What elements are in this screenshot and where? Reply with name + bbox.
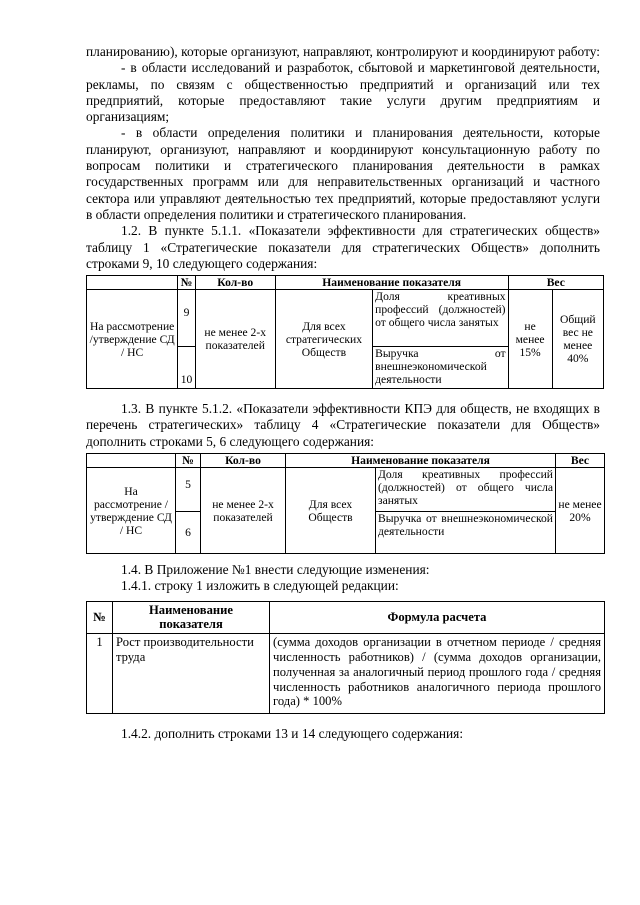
cell-count: не менее 2-х показателей xyxy=(201,468,286,554)
cell-total-weight: Общий вес не менее 40% xyxy=(552,290,603,389)
header-formula: Формула расчета xyxy=(270,601,605,634)
header-indicator-name: Наименование показателя xyxy=(113,601,270,634)
header-number: № xyxy=(176,454,201,468)
table-header-row xyxy=(87,454,605,468)
cell-indicator-name: Доля креативных профессий (должностей) от общего числа занятых xyxy=(373,290,508,347)
table-row xyxy=(87,634,605,714)
cell-stage: На рассмотрение /утверждение СД / НС xyxy=(87,468,176,554)
table-row xyxy=(87,290,604,347)
cell-row-number: 5 xyxy=(176,468,201,512)
header-count: Кол-во xyxy=(195,276,275,290)
paragraph-item-1-4: 1.4. В Приложение №1 внести следующие изменения: xyxy=(121,562,430,578)
header-number: № xyxy=(87,601,113,634)
table-header-row xyxy=(87,276,604,290)
document-page xyxy=(86,44,600,743)
cell-scope: Для всех стратегических Обществ xyxy=(275,290,372,389)
cell-row-number: 1 xyxy=(87,634,113,714)
table-strategic-indicators xyxy=(86,275,604,389)
header-count: Кол-во xyxy=(201,454,286,468)
cell-count: не менее 2-х показателей xyxy=(195,290,275,389)
paragraph-continuation: планированию), которые организуют, направляют, контролируют и координируют работу: xyxy=(86,44,600,59)
table-formula xyxy=(86,601,605,715)
paragraph-policy-area: - в области определения политики и планирования деятельности, которые планируют, организуют, направляют и координируют консультационную работу по вопросам политики и стратегического планирования деятельности в рамках государственных программ или для неправительственных организаций и частного сектора или управляют деятельностью тех предприятий, которые предоставляют услуги в области определения политики и стратегического планирования. xyxy=(86,125,600,222)
cell-indicator-name: Выручка от внешнеэкономической деятельности xyxy=(376,512,556,554)
paragraph-item-1-3: 1.3. В пункте 5.1.2. «Показатели эффективности КПЭ для обществ, не входящих в перечень стратегических» таблицу 4 «Стратегические показатели для Обществ» дополнить строками 5, 6 следующего содержания: xyxy=(86,401,600,449)
header-number: № xyxy=(178,276,195,290)
cell-row-number: 10 xyxy=(178,347,195,389)
cell-indicator-name: Рост производительности труда xyxy=(113,634,270,714)
cell-row-number: 9 xyxy=(178,290,195,347)
cell-indicator-name: Выручка от внешнеэкономической деятельности xyxy=(373,347,508,389)
header-weight: Вес xyxy=(556,454,605,468)
table-row xyxy=(87,468,605,512)
cell-indicator-name: Доля креативных профессий (должностей) от общего числа занятых xyxy=(376,468,556,512)
table-company-indicators xyxy=(86,453,605,554)
cell-row-number: 6 xyxy=(176,512,201,554)
header-empty xyxy=(87,454,176,468)
header-indicator-name: Наименование показателя xyxy=(275,276,508,290)
paragraph-item-1-2: 1.2. В пункте 5.1.1. «Показатели эффективности для стратегических обществ» таблицу 1 «Стратегические показатели для стратегических Обществ» дополнить строками 9, 10 следующего содержания: xyxy=(86,223,600,271)
paragraph-item-1-4-1: 1.4.1. строку 1 изложить в следующей редакции: xyxy=(121,578,399,594)
paragraph-research-area: - в области исследований и разработок, сбытовой и маркетинговой деятельности, рекламы, по связям с общественностью предприятий и организаций или тех предприятий, которые предоставляют такие услуги другим предприятиям и организациям; xyxy=(86,60,600,125)
paragraph-item-1-4-2: 1.4.2. дополнить строками 13 и 14 следующего содержания: xyxy=(121,726,464,742)
cell-stage: На рассмотрение /утверждение СД / НС xyxy=(87,290,178,389)
cell-weight: не менее 15% xyxy=(508,290,552,389)
cell-weight: не менее 20% xyxy=(556,468,605,554)
cell-formula: (сумма доходов организации в отчетном периоде / средняя численность работников) / (сумма доходов организации, полученная за аналогичный период прошлого года / средняя численность работников аналогичного периода прошлого года) * 100% xyxy=(270,634,605,714)
header-indicator-name: Наименование показателя xyxy=(286,454,556,468)
cell-scope: Для всех Обществ xyxy=(286,468,376,554)
header-weight: Вес xyxy=(508,276,603,290)
table-header-row xyxy=(87,601,605,634)
header-empty xyxy=(87,276,178,290)
